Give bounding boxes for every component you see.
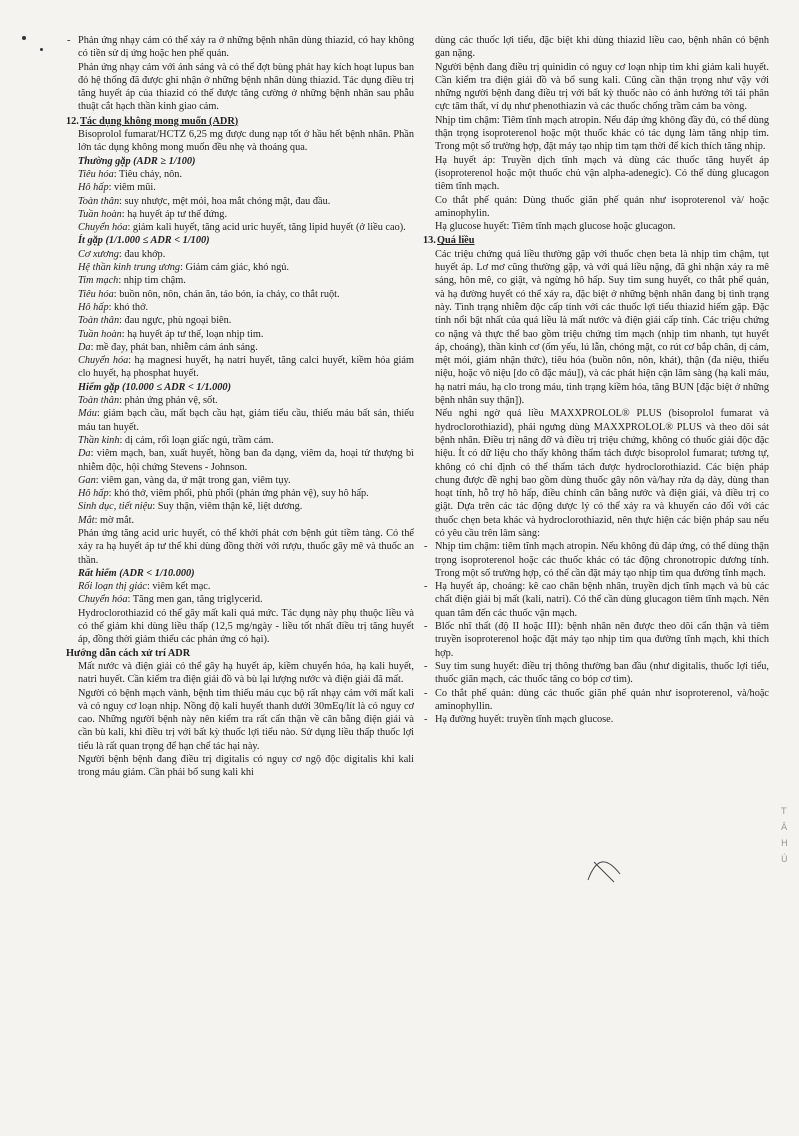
paragraph: Phản ứng tăng acid uric huyết, có thể khởi phát cơn bệnh gút tiềm tàng. Có thể xảy ra hạ huyết áp tư thế khi dùng đồng thời với rượu, thuốc gây mê và thuốc an thần. [78, 527, 414, 566]
adr-system-label: Sinh dục, tiết niệu [78, 501, 153, 513]
adr-system-label: Mắt [78, 514, 95, 526]
adr-system-label: Chuyển hóa [78, 594, 128, 606]
bullet-item: - Blốc nhĩ thất (độ II hoặc III): bệnh nhân nên được theo dõi cẩn thận và tiêm truyền isoproterenol hoặc đặt máy tạo nhịp tim qua đường tĩnh mạch, khi thích hợp. [423, 620, 769, 660]
frequency-heading: Thường gặp (ADR ≥ 1/100) [78, 155, 196, 167]
paragraph: Hạ huyết áp: Truyền dịch tĩnh mạch và dùng các thuốc tăng huyết áp (isoproterenol hoặc một thuốc chủ vận alpha-adenegic). Có thể dùng glucagon tiêm tĩnh mạch. [435, 154, 769, 193]
adr-item [66, 593, 414, 606]
adr-system-label: Gan [78, 474, 96, 486]
paragraph: Mất nước và điện giải có thể gây hạ huyết áp, kiềm chuyển hóa, hạ kali huyết, natri huyết. Cần kiểm tra điện giải đồ và bù lại lượng nước và điện giải đã mất. [78, 660, 414, 686]
adr-item [66, 248, 414, 261]
paragraph: Nhịp tim chậm: Tiêm tĩnh mạch atropin. Nếu đáp ứng không đầy đủ, có thể dùng thận trọng isoproterenol hoặc một thuốc khác có tác dụng làm tăng nhịp tim. Trong một số trường hợp, đặt máy tạo nhịp tim tạm thời để kích thích tăng nhịp. [435, 114, 769, 153]
adr-system-label: Rối loạn thị giác [78, 581, 147, 593]
adr-item [66, 514, 414, 527]
adr-description: : đau ngực, phù ngoại biên. [119, 315, 232, 327]
adr-description: : Tăng men gan, tăng triglycerid. [127, 594, 263, 606]
adr-description: : mề đay, phát ban, nhiễm cảm ánh sáng. [90, 341, 258, 353]
section-number: 12. [66, 115, 79, 127]
adr-description: : khó thở. [108, 301, 149, 313]
adr-item [66, 181, 414, 194]
adr-description: : buồn nôn, nôn, chán ăn, táo bón, ỉa chảy, co thắt ruột. [113, 288, 340, 300]
adr-description: : đau khớp. [118, 248, 166, 260]
section-title: Quá liều [437, 235, 475, 247]
adr-system-label: Chuyển hóa [78, 355, 129, 367]
margin-mark: T [781, 807, 787, 817]
adr-description: : phản ứng phản vệ, sốt. [119, 395, 218, 407]
adr-system-label: Toàn thân [78, 395, 120, 407]
adr-system-label: Thần kinh [78, 434, 120, 446]
paragraph: Hydroclorothiazid có thể gây mất kali quá mức. Tác dụng này phụ thuộc liều và có thể giảm khi dùng liều thấp (12,5 mg/ngày - liều tốt nhất điều trị tăng huyết áp, đồng thời giảm thiểu các phản ứng có hại). [78, 607, 414, 646]
adr-system-label: Tim mạch [78, 275, 119, 287]
adr-description: : nhịp tim chậm. [118, 275, 186, 287]
bullet-item: - Phản ứng nhạy cảm có thể xảy ra ở những bệnh nhân dùng thiazid, có hay không có tiền sử dị ứng hoặc hen phế quản. [66, 34, 414, 61]
paragraph: dùng các thuốc lợi tiểu, đặc biệt khi dùng thiazid liều cao, bệnh nhân có bệnh gan nặng. [435, 35, 769, 60]
adr-system-label: Toàn thân [78, 195, 120, 207]
adr-item [66, 301, 414, 314]
adr-description: : giảm bạch cầu, mất bạch cầu hạt, giảm tiểu cầu, thiếu máu bất sản, thiếu máu tan huyết. [78, 408, 414, 433]
adr-system-label: Hệ thần kinh trung ương [78, 262, 181, 274]
scan-dot [40, 48, 43, 51]
adr-item [66, 354, 414, 381]
adr-item [66, 208, 414, 221]
adr-item [66, 261, 414, 274]
adr-description: : Giảm cảm giác, khó ngủ. [180, 262, 290, 274]
paragraph: Người có bệnh mạch vành, bệnh tim thiếu máu cục bộ rất nhạy cảm với mất kali và có nguy cơ loạn nhịp. Nồng độ kali huyết thanh dưới 30mEq/lít là có nguy cơ cao. Những người bệnh này nên kiểm tra rất cẩn thận về cân bằng điện giải và cần bù kali, khi điều trị với bất kỳ thuốc lợi tiểu nào. Sử dụng liều thấp thuốc lợi tiểu là rất quan trọng để hạn chế tác hại này. [78, 687, 414, 752]
adr-system-label: Hô hấp [78, 301, 109, 313]
adr-description: : hạ huyết áp tư thế đứng. [121, 208, 228, 220]
adr-item [66, 168, 414, 181]
adr-item [66, 288, 414, 301]
adr-system-label: Hô hấp [78, 182, 109, 194]
adr-description: : mờ mắt. [94, 514, 135, 526]
adr-description: : giảm kali huyết, tăng acid uric huyết, tăng lipid huyết (ở liều cao). [127, 222, 406, 234]
paragraph: Người bệnh bệnh đang điều trị digitalis có nguy cơ ngộ độc digitalis khi kali trong máu giảm. Cần phải bổ sung kali khi [78, 754, 414, 779]
section-heading [423, 234, 769, 247]
adr-item [66, 407, 414, 434]
adr-description: : Suy thận, viêm thận kẽ, liệt dương. [152, 501, 303, 513]
adr-system-label: Tuần hoàn [78, 208, 122, 220]
section-number: 13. [423, 235, 436, 247]
bullet-item: - Hạ đường huyết: truyền tĩnh mạch glucose. [423, 713, 769, 726]
adr-item [66, 328, 414, 341]
frequency-heading: Rất hiếm (ADR < 1/10.000) [78, 567, 195, 579]
adr-system-label: Hô hấp [78, 488, 109, 500]
adr-item [66, 394, 414, 407]
margin-mark: Ú [781, 855, 788, 865]
bullet-item: - Suy tim sung huyết: điều trị thông thường ban đầu (như digitalis, thuốc lợi tiểu, thuốc giãn mạch, các thuốc tăng co bóp cơ tim). [423, 660, 769, 687]
adr-system-label: Tiêu hóa [78, 288, 114, 300]
margin-mark: H [781, 839, 788, 849]
frequency-heading: Ít gặp (1/1.000 ≤ ADR < 1/100) [78, 235, 210, 247]
adr-system-label: Máu [78, 408, 97, 420]
adr-system-label: Chuyển hóa [78, 222, 128, 234]
bullet-item: - Co thắt phế quản: dùng các thuốc giãn phế quản như isoproterenol, và/hoặc aminophyllin. [423, 687, 769, 714]
section-title: Tác dụng không mong muốn (ADR) [80, 115, 239, 127]
adr-description: : Tiêu chảy, nôn. [113, 168, 183, 180]
left-column [66, 34, 414, 780]
adr-item [66, 580, 414, 593]
adr-description: : viêm mũi. [108, 182, 156, 194]
adr-description: : dị cảm, rối loạn giấc ngủ, trầm cảm. [119, 434, 274, 446]
adr-item [66, 341, 414, 354]
adr-item [66, 434, 414, 447]
adr-item [66, 221, 414, 234]
adr-description: : viêm kết mạc. [146, 581, 211, 593]
right-column [423, 34, 769, 726]
paragraph: Nếu nghi ngờ quá liều MAXXPROLOL® PLUS (bisoprolol fumarat và hydroclorothiazid), phải ngưng dùng MAXXPROLOL® PLUS và theo dõi sát bệnh nhân. Điều trị nâng đỡ và điều trị triệu chứng, không có thuốc giải độc đặc hiệu. Ít có dữ liệu cho thấy không thẩm tách được bisoprolol fumarat; tương tự, không có chỉ định có thể thẩm tách được hydroclorothiazid. Các biện pháp chung được đề nghị bao gồm dùng thuốc gây nôn và/hay rửa dạ dày, dùng than hoạt tính, hỗ trợ hô hấp, điều chỉnh cân bằng nước và điện giải, và điều trị co giật. Dựa trên các tác động dược lý có thể xảy ra và khuyến cáo đối với các thuốc chẹn beta khác và hydroclorothiazid, nên thực hiện các biện pháp sau nếu có yêu cầu trên lâm sàng: [435, 408, 769, 539]
paragraph: Hạ glucose huyết: Tiêm tĩnh mạch glucose hoặc glucagon. [435, 221, 676, 233]
bullet-item: - Hạ huyết áp, choáng: kê cao chân bệnh nhân, truyền dịch tĩnh mạch và bù các chất điện giải bị mất (kali, natri). Có thể cần dùng glucagon tiêm tĩnh mạch. Nên quan tâm đến các thuốc vận mạch. [423, 580, 769, 620]
paragraph: Các triệu chứng quá liều thường gặp với thuốc chẹn beta là nhịp tim chậm, tụt huyết áp. Lơ mơ cũng thường gặp, và với quá liều nặng, đã ghi nhận xảy ra mê sảng, hôn mê, co giật, và ngừng hô hấp. Suy tim sung huyết, co thắt phế quản, và hạ đường huyết có thể xảy ra, đặc biệt ở những bệnh nhân đang bị tình trạng này. Tình trạng nhiễm độc cấp tính với các thuốc lợi tiểu thiazid hiếm gặp. Đặc tính nổi bật nhất của quá liều là mất nước và điện giải cấp tính. Các triệu chứng co nặng và thực thể bao gồm triệu chứng tim mạch (nhịp tim nhanh, tụt huyết áp, choáng), thần kinh cơ (ốm yếu, lú lẫn, chóng mặt, co rút cơ bắp chân, dị cảm, mệt mỏi, giảm nhận thức), tiêu hóa (buồn nôn, nôn, khát), thận (đa niệu, thiểu niệu, hoặc vô niệu [do cô đặc máu]), và các phát hiện cận lâm sàng (hạ kali máu, hạ natri máu, hạ clo trong máu, tình trạng kiềm hóa, tăng BUN [đặc biệt ở những bệnh nhân suy thận]). [435, 248, 769, 407]
adr-system-label: Cơ xương [78, 248, 119, 260]
adr-system-label: Da [78, 341, 91, 353]
adr-system-label: Toàn thân [78, 315, 120, 327]
adr-system-label: Da [78, 448, 91, 460]
paragraph: Người bệnh đang điều trị quinidin có nguy cơ loạn nhịp tim khi giảm kali huyết. Cần kiểm tra điện giải đồ và bổ sung kali. Cũng cần thận trọng như vậy với những người bệnh đang điều trị với bất kỳ thuốc nào có ảnh hưởng tới tái phân cực tâm thất, ví dụ như phenothiazin và các thuốc chống trầm cảm ba vòng. [435, 61, 769, 113]
section-heading [66, 115, 414, 128]
frequency-heading: Hiếm gặp (10.000 ≤ ADR < 1/1.000) [78, 381, 232, 393]
adr-item [66, 274, 414, 287]
bullet-item: - Nhịp tim chậm: tiêm tĩnh mạch atropin. Nếu không đủ đáp ứng, có thể dùng thận trọng isoproterenol hoặc các thuốc khác có tác động chronotropic dương tính. Trong một số trường hợp, có thể cần đặt máy tạo nhịp tim qua đường tĩnh mạch. [423, 540, 769, 580]
adr-description: : hạ magnesi huyết, hạ natri huyết, tăng calci huyết, kiềm hóa giảm clo huyết, hạ phosphat huyết. [78, 355, 414, 380]
margin-mark: Â [781, 823, 788, 833]
scan-dot [22, 36, 26, 40]
adr-item [66, 195, 414, 208]
adr-description: : suy nhược, mệt mỏi, hoa mắt chóng mặt, đau đầu. [119, 195, 331, 207]
adr-system-label: Tiêu hóa [78, 168, 114, 180]
adr-system-label: Tuần hoàn [78, 328, 122, 340]
adr-item [66, 500, 414, 513]
handwritten-mark [584, 854, 624, 884]
adr-description: : hạ huyết áp tư thế, loạn nhịp tim. [121, 328, 264, 340]
paragraph: Bisoprolol fumarat/HCTZ 6,25 mg được dung nạp tốt ở hầu hết bệnh nhân. Phần lớn tác dụng không mong muốn đều nhẹ và thoáng qua. [78, 129, 414, 154]
adr-item [66, 474, 414, 487]
adr-description: : viêm mạch, ban, xuất huyết, hồng ban đa dạng, viêm da, hoại tử thượng bì nhiễm độc, hội chứng Stevens - Johnson. [78, 448, 414, 473]
paragraph: Phản ứng nhạy cảm với ánh sáng và có thể đợt bùng phát hay kích hoạt lupus ban đỏ hệ thống đã được ghi nhận ở những bệnh nhân dùng thiazid. Tác dụng điều trị tăng huyết áp của thiazid có thể được tăng cường ở những bệnh nhân sau phẫu thuật cắt hạch thần kinh giao cảm. [78, 61, 414, 113]
adr-item [66, 447, 414, 474]
adr-item [66, 314, 414, 327]
paragraph: Co thắt phế quản: Dùng thuốc giãn phế quản như isoproterenol và/ hoặc aminophylin. [435, 194, 769, 219]
subsection-heading: Hướng dẫn cách xử trí ADR [66, 647, 191, 659]
adr-description: : khó thở, viêm phổi, phù phổi (phản ứng phản vệ), suy hô hấp. [108, 488, 369, 500]
adr-description: : viêm gan, vàng da, ứ mật trong gan, viêm tụy. [95, 474, 291, 486]
adr-item [66, 487, 414, 500]
